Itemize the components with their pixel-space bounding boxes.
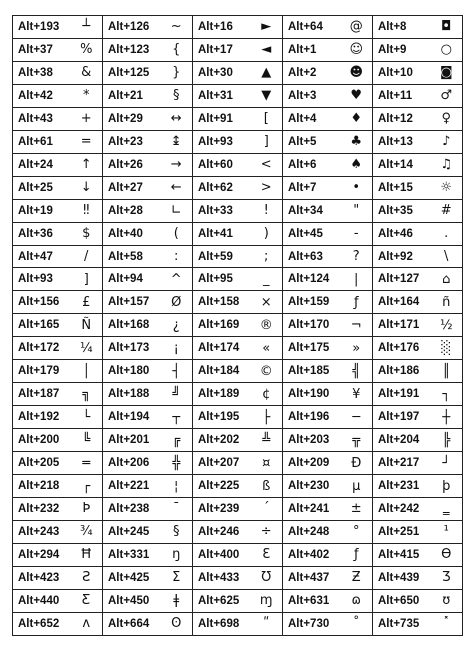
alt-code: Alt+245: [103, 520, 161, 543]
table-row: [13, 291, 463, 314]
alt-code: Alt+91: [193, 107, 251, 130]
alt-code: Alt+11: [373, 84, 431, 107]
alt-code: Alt+193: [13, 16, 71, 39]
alt-symbol: [: [251, 107, 283, 130]
alt-symbol: ┐: [431, 383, 463, 406]
alt-symbol: *: [71, 84, 103, 107]
table-row: [13, 245, 463, 268]
alt-code: Alt+187: [13, 383, 71, 406]
alt-symbol: Ƨ: [71, 566, 103, 589]
alt-symbol: ╬: [161, 452, 193, 475]
table-row: [13, 589, 463, 612]
alt-code: Alt+21: [103, 84, 161, 107]
alt-symbol: ʊ: [431, 589, 463, 612]
alt-symbol: ┘: [431, 452, 463, 475]
table-row: [13, 130, 463, 153]
alt-symbol: ×: [251, 291, 283, 314]
alt-symbol: ʺ: [251, 612, 283, 635]
alt-symbol: ♥: [341, 84, 373, 107]
alt-code: Alt+9: [373, 38, 431, 61]
alt-code: Alt+189: [193, 383, 251, 406]
alt-symbol: Ɛ: [251, 543, 283, 566]
alt-symbol: Ñ: [71, 314, 103, 337]
alt-symbol: ▲: [251, 61, 283, 84]
alt-code: Alt+42: [13, 84, 71, 107]
table-row: [13, 475, 463, 498]
alt-code: Alt+650: [373, 589, 431, 612]
alt-code: Alt+241: [283, 498, 341, 521]
alt-code: Alt+58: [103, 245, 161, 268]
alt-code: Alt+46: [373, 222, 431, 245]
alt-code: Alt+204: [373, 429, 431, 452]
alt-code: Alt+1: [283, 38, 341, 61]
alt-symbol: ◘: [431, 16, 463, 39]
alt-code: Alt+425: [103, 566, 161, 589]
alt-code: Alt+25: [13, 176, 71, 199]
table-row: [13, 314, 463, 337]
alt-symbol: ¥: [341, 383, 373, 406]
alt-symbol: ╗: [71, 383, 103, 406]
alt-symbol: ─: [341, 406, 373, 429]
alt-symbol: ╩: [251, 429, 283, 452]
alt-code: Alt+239: [193, 498, 251, 521]
alt-symbol: ˟: [431, 612, 463, 635]
alt-code: Alt+19: [13, 199, 71, 222]
alt-code: Alt+331: [103, 543, 161, 566]
alt-code: Alt+2: [283, 61, 341, 84]
alt-symbol: ☻: [341, 61, 373, 84]
alt-symbol: »: [341, 337, 373, 360]
alt-symbol: @: [341, 16, 373, 39]
alt-code: Alt+43: [13, 107, 71, 130]
alt-code: Alt+192: [13, 406, 71, 429]
alt-symbol: ŋ: [161, 543, 193, 566]
alt-code: Alt+8: [373, 16, 431, 39]
alt-code: Alt+440: [13, 589, 71, 612]
alt-symbol: └: [71, 406, 103, 429]
alt-code: Alt+24: [13, 153, 71, 176]
alt-symbol: ∟: [161, 199, 193, 222]
alt-code: Alt+125: [103, 61, 161, 84]
alt-symbol: Ʃ: [161, 566, 193, 589]
alt-symbol: %: [71, 38, 103, 61]
alt-symbol: °: [341, 520, 373, 543]
alt-symbol: ◙: [431, 61, 463, 84]
alt-code: Alt+156: [13, 291, 71, 314]
alt-symbol: :: [161, 245, 193, 268]
alt-symbol: _: [251, 268, 283, 291]
alt-symbol: ÷: [251, 520, 283, 543]
alt-code: Alt+170: [283, 314, 341, 337]
alt-symbol: ╠: [431, 429, 463, 452]
alt-symbol: ╣: [341, 360, 373, 383]
alt-symbol: ☼: [431, 176, 463, 199]
table-row: [13, 268, 463, 291]
alt-code: Alt+242: [373, 498, 431, 521]
alt-code: Alt+698: [193, 612, 251, 635]
alt-code: Alt+217: [373, 452, 431, 475]
alt-symbol: ┴: [71, 16, 103, 39]
table-row: [13, 612, 463, 635]
alt-code: Alt+10: [373, 61, 431, 84]
alt-code: Alt+180: [103, 360, 161, 383]
alt-code: Alt+33: [193, 199, 251, 222]
table-row: [13, 452, 463, 475]
alt-symbol: ±: [341, 498, 373, 521]
alt-symbol: ‗: [431, 498, 463, 521]
alt-code: Alt+188: [103, 383, 161, 406]
alt-symbol: ┤: [161, 360, 193, 383]
alt-symbol: ♫: [431, 153, 463, 176]
alt-symbol: ↓: [71, 176, 103, 199]
alt-symbol: µ: [341, 475, 373, 498]
alt-symbol: Ʒ: [431, 566, 463, 589]
alt-code: Alt+195: [193, 406, 251, 429]
alt-code: Alt+190: [283, 383, 341, 406]
alt-symbol: ˚: [341, 612, 373, 635]
table-row: [13, 429, 463, 452]
alt-code: Alt+36: [13, 222, 71, 245]
alt-symbol: ʌ: [71, 612, 103, 635]
alt-symbol: {: [161, 38, 193, 61]
alt-code: Alt+206: [103, 452, 161, 475]
alt-code: Alt+402: [283, 543, 341, 566]
alt-symbol: ~: [161, 16, 193, 39]
alt-symbol: ^: [161, 268, 193, 291]
table-row: [13, 406, 463, 429]
alt-symbol: þ: [431, 475, 463, 498]
table-row: [13, 84, 463, 107]
alt-code: Alt+158: [193, 291, 251, 314]
alt-code: Alt+248: [283, 520, 341, 543]
alt-code: Alt+176: [373, 337, 431, 360]
alt-code: Alt+201: [103, 429, 161, 452]
alt-symbol: Ƶ: [341, 566, 373, 589]
alt-code: Alt+92: [373, 245, 431, 268]
alt-symbol: ]: [251, 130, 283, 153]
alt-code: Alt+30: [193, 61, 251, 84]
alt-code: Alt+94: [103, 268, 161, 291]
alt-symbol: ʘ: [161, 612, 193, 635]
table-row: [13, 337, 463, 360]
alt-symbol: ¾: [71, 520, 103, 543]
alt-code: Alt+730: [283, 612, 341, 635]
alt-code: Alt+184: [193, 360, 251, 383]
alt-code: Alt+40: [103, 222, 161, 245]
alt-code: Alt+35: [373, 199, 431, 222]
alt-code: Alt+246: [193, 520, 251, 543]
alt-symbol: ǂ: [161, 589, 193, 612]
alt-symbol: ": [341, 199, 373, 222]
alt-symbol: ♂: [431, 84, 463, 107]
alt-code: Alt+12: [373, 107, 431, 130]
table-row: [13, 543, 463, 566]
alt-symbol: ╔: [161, 429, 193, 452]
alt-symbol: ☺: [341, 38, 373, 61]
alt-code: Alt+60: [193, 153, 251, 176]
alt-symbol: ►: [251, 16, 283, 39]
alt-code: Alt+173: [103, 337, 161, 360]
table-row: [13, 199, 463, 222]
alt-code: Alt+197: [373, 406, 431, 429]
alt-code: Alt+165: [13, 314, 71, 337]
alt-symbol: ⌂: [431, 268, 463, 291]
alt-code: Alt+5: [283, 130, 341, 153]
alt-symbol: ←: [161, 176, 193, 199]
alt-code: Alt+38: [13, 61, 71, 84]
alt-code: Alt+31: [193, 84, 251, 107]
alt-code-table-body: [13, 16, 463, 636]
alt-symbol: <: [251, 153, 283, 176]
alt-code: Alt+95: [193, 268, 251, 291]
alt-code: Alt+45: [283, 222, 341, 245]
alt-code: Alt+4: [283, 107, 341, 130]
alt-symbol: ♦: [341, 107, 373, 130]
alt-symbol: >: [251, 176, 283, 199]
alt-symbol: #: [431, 199, 463, 222]
alt-code: Alt+209: [283, 452, 341, 475]
alt-symbol: ]: [71, 268, 103, 291]
alt-code: Alt+179: [13, 360, 71, 383]
table-row: [13, 520, 463, 543]
alt-code: Alt+294: [13, 543, 71, 566]
alt-code: Alt+196: [283, 406, 341, 429]
alt-code: Alt+27: [103, 176, 161, 199]
alt-code: Alt+47: [13, 245, 71, 268]
alt-code: Alt+59: [193, 245, 251, 268]
table-row: [13, 498, 463, 521]
alt-symbol: Þ: [71, 498, 103, 521]
alt-symbol: ¡: [161, 337, 193, 360]
alt-symbol: ╝: [161, 383, 193, 406]
table-row: [13, 153, 463, 176]
alt-code: Alt+175: [283, 337, 341, 360]
alt-symbol: &: [71, 61, 103, 84]
alt-symbol: ┬: [161, 406, 193, 429]
alt-code: Alt+34: [283, 199, 341, 222]
alt-symbol: ░: [431, 337, 463, 360]
alt-symbol: ↔: [161, 107, 193, 130]
alt-symbol: ◄: [251, 38, 283, 61]
alt-code: Alt+164: [373, 291, 431, 314]
alt-code: Alt+126: [103, 16, 161, 39]
alt-code: Alt+172: [13, 337, 71, 360]
alt-code: Alt+62: [193, 176, 251, 199]
alt-symbol: ↨: [161, 130, 193, 153]
alt-symbol: ): [251, 222, 283, 245]
alt-symbol: ½: [431, 314, 463, 337]
alt-symbol: .: [431, 222, 463, 245]
alt-code: Alt+232: [13, 498, 71, 521]
alt-code: Alt+186: [373, 360, 431, 383]
alt-code: Alt+174: [193, 337, 251, 360]
table-row: [13, 61, 463, 84]
alt-code: Alt+221: [103, 475, 161, 498]
alt-code: Alt+3: [283, 84, 341, 107]
alt-code: Alt+251: [373, 520, 431, 543]
alt-code: Alt+37: [13, 38, 71, 61]
alt-code: Alt+29: [103, 107, 161, 130]
alt-symbol: |: [341, 268, 373, 291]
alt-symbol: ß: [251, 475, 283, 498]
alt-code: Alt+171: [373, 314, 431, 337]
alt-symbol: !: [251, 199, 283, 222]
alt-symbol: ╚: [71, 429, 103, 452]
alt-symbol: ɱ: [251, 589, 283, 612]
alt-code: Alt+6: [283, 153, 341, 176]
table-row: [13, 360, 463, 383]
alt-code: Alt+230: [283, 475, 341, 498]
table-row: [13, 176, 463, 199]
alt-symbol: ®: [251, 314, 283, 337]
alt-code: Alt+218: [13, 475, 71, 498]
alt-code: Alt+16: [193, 16, 251, 39]
alt-code: Alt+243: [13, 520, 71, 543]
alt-code: Alt+207: [193, 452, 251, 475]
alt-code: Alt+169: [193, 314, 251, 337]
alt-symbol: →: [161, 153, 193, 176]
alt-code: Alt+123: [103, 38, 161, 61]
alt-code-table: [12, 15, 463, 636]
alt-symbol: ├: [251, 406, 283, 429]
alt-symbol: (: [161, 222, 193, 245]
alt-symbol: }: [161, 61, 193, 84]
alt-symbol: │: [71, 360, 103, 383]
alt-symbol: Ʊ: [251, 566, 283, 589]
alt-symbol: £: [71, 291, 103, 314]
alt-symbol: ┌: [71, 475, 103, 498]
alt-symbol: ;: [251, 245, 283, 268]
alt-code: Alt+41: [193, 222, 251, 245]
alt-code: Alt+735: [373, 612, 431, 635]
alt-symbol: /: [71, 245, 103, 268]
alt-symbol: ©: [251, 360, 283, 383]
alt-code: Alt+437: [283, 566, 341, 589]
alt-symbol: -: [341, 222, 373, 245]
alt-symbol: Ƹ: [71, 589, 103, 612]
alt-symbol: ♪: [431, 130, 463, 153]
alt-code: Alt+450: [103, 589, 161, 612]
alt-code: Alt+93: [13, 268, 71, 291]
alt-symbol: ♀: [431, 107, 463, 130]
table-row: [13, 566, 463, 589]
alt-symbol: ↑: [71, 153, 103, 176]
alt-symbol: ¤: [251, 452, 283, 475]
alt-code: Alt+23: [103, 130, 161, 153]
alt-symbol: ♠: [341, 153, 373, 176]
alt-code: Alt+439: [373, 566, 431, 589]
alt-symbol: ?: [341, 245, 373, 268]
alt-symbol: •: [341, 176, 373, 199]
alt-symbol: ▼: [251, 84, 283, 107]
alt-symbol: ♣: [341, 130, 373, 153]
table-row: [13, 38, 463, 61]
alt-code: Alt+202: [193, 429, 251, 452]
alt-symbol: ¯: [161, 498, 193, 521]
alt-code: Alt+433: [193, 566, 251, 589]
alt-code: Alt+205: [13, 452, 71, 475]
alt-symbol: ║: [431, 360, 463, 383]
alt-symbol: ƒ: [341, 291, 373, 314]
alt-code: Alt+14: [373, 153, 431, 176]
table-row: [13, 383, 463, 406]
alt-code: Alt+194: [103, 406, 161, 429]
alt-symbol: ┼: [431, 406, 463, 429]
table-row: [13, 222, 463, 245]
table-row: [13, 107, 463, 130]
alt-symbol: §: [161, 84, 193, 107]
table-row: [13, 16, 463, 39]
alt-code: Alt+423: [13, 566, 71, 589]
alt-symbol: Ø: [161, 291, 193, 314]
alt-symbol: Đ: [341, 452, 373, 475]
alt-code: Alt+124: [283, 268, 341, 291]
alt-code: Alt+28: [103, 199, 161, 222]
alt-symbol: Ɵ: [431, 543, 463, 566]
alt-code: Alt+225: [193, 475, 251, 498]
alt-symbol: «: [251, 337, 283, 360]
alt-symbol: ´: [251, 498, 283, 521]
alt-code: Alt+7: [283, 176, 341, 199]
alt-code: Alt+93: [193, 130, 251, 153]
alt-code: Alt+664: [103, 612, 161, 635]
alt-code: Alt+652: [13, 612, 71, 635]
alt-symbol: ═: [71, 452, 103, 475]
alt-symbol: ○: [431, 38, 463, 61]
alt-code: Alt+168: [103, 314, 161, 337]
alt-code: Alt+63: [283, 245, 341, 268]
alt-code: Alt+15: [373, 176, 431, 199]
alt-symbol: ¦: [161, 475, 193, 498]
alt-symbol: ¢: [251, 383, 283, 406]
alt-code: Alt+625: [193, 589, 251, 612]
alt-symbol: ƒ: [341, 543, 373, 566]
alt-code: Alt+13: [373, 130, 431, 153]
alt-code: Alt+127: [373, 268, 431, 291]
alt-code: Alt+185: [283, 360, 341, 383]
alt-symbol: ¹: [431, 520, 463, 543]
alt-symbol: ¼: [71, 337, 103, 360]
alt-symbol: ‼: [71, 199, 103, 222]
alt-code: Alt+203: [283, 429, 341, 452]
alt-symbol: $: [71, 222, 103, 245]
alt-code: Alt+157: [103, 291, 161, 314]
alt-symbol: ɷ: [341, 589, 373, 612]
alt-code: Alt+231: [373, 475, 431, 498]
alt-code: Alt+17: [193, 38, 251, 61]
alt-symbol: Ħ: [71, 543, 103, 566]
alt-code: Alt+64: [283, 16, 341, 39]
alt-symbol: §: [161, 520, 193, 543]
alt-symbol: ¬: [341, 314, 373, 337]
alt-code: Alt+415: [373, 543, 431, 566]
alt-code: Alt+238: [103, 498, 161, 521]
alt-code: Alt+400: [193, 543, 251, 566]
alt-code: Alt+191: [373, 383, 431, 406]
alt-symbol: =: [71, 130, 103, 153]
alt-symbol: ñ: [431, 291, 463, 314]
alt-symbol: ¿: [161, 314, 193, 337]
alt-symbol: \: [431, 245, 463, 268]
alt-code: Alt+61: [13, 130, 71, 153]
alt-code: Alt+159: [283, 291, 341, 314]
alt-symbol: ╦: [341, 429, 373, 452]
alt-code: Alt+631: [283, 589, 341, 612]
alt-code: Alt+26: [103, 153, 161, 176]
alt-symbol: +: [71, 107, 103, 130]
alt-code: Alt+200: [13, 429, 71, 452]
